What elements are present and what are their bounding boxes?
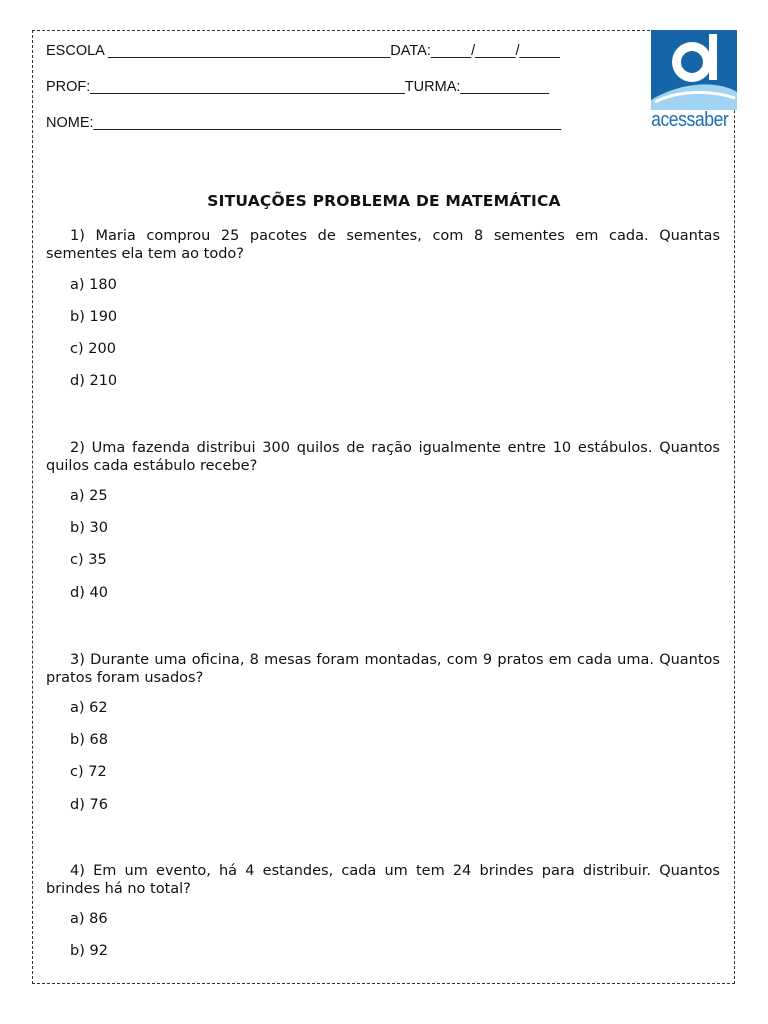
logo-text: acessaber	[651, 109, 729, 131]
question-4-text: 4) Em um evento, há 4 estandes, cada um tem 24 brindes para distribuir. Quantos brindes há no total?	[46, 863, 720, 897]
question-3-option-c: c) 72	[70, 764, 107, 780]
name-line: NOME:__________________________________________________________	[46, 115, 562, 131]
question-3-option-b: b) 68	[70, 732, 108, 748]
page-title: SITUAÇÕES PROBLEMA DE MATEMÁTICA	[207, 192, 561, 210]
question-1-option-b: b) 190	[70, 309, 118, 325]
question-4-option-b: b) 92	[70, 943, 108, 959]
school-date-line: ESCOLA ___________________________________DATA:_____/_____/_____	[46, 43, 560, 59]
question-3-option-a: a) 62	[70, 700, 108, 716]
question-2-option-a: a) 25	[70, 488, 108, 504]
question-2-option-d: d) 40	[70, 585, 108, 601]
question-1-option-c: c) 200	[70, 341, 116, 357]
teacher-class-line: PROF:_______________________________________TURMA:___________	[46, 79, 550, 95]
question-3-text: 3) Durante uma oficina, 8 mesas foram montadas, com 9 pratos em cada uma. Quantos pratos foram usados?	[46, 652, 720, 686]
question-1-option-d: d) 210	[70, 373, 118, 389]
question-1-option-a: a) 180	[70, 277, 117, 293]
page-border	[32, 30, 735, 984]
question-2-option-c: c) 35	[70, 552, 107, 568]
question-3-option-d: d) 76	[70, 797, 108, 813]
question-4-option-a: a) 86	[70, 911, 108, 927]
question-2-text: 2) Uma fazenda distribui 300 quilos de ração igualmente entre 10 estábulos. Quantos quilos cada estábulo recebe?	[46, 440, 720, 474]
question-1-text: 1) Maria comprou 25 pacotes de sementes, com 8 sementes em cada. Quantas sementes ela tem ao todo?	[46, 228, 720, 262]
question-2-option-b: b) 30	[70, 520, 108, 536]
